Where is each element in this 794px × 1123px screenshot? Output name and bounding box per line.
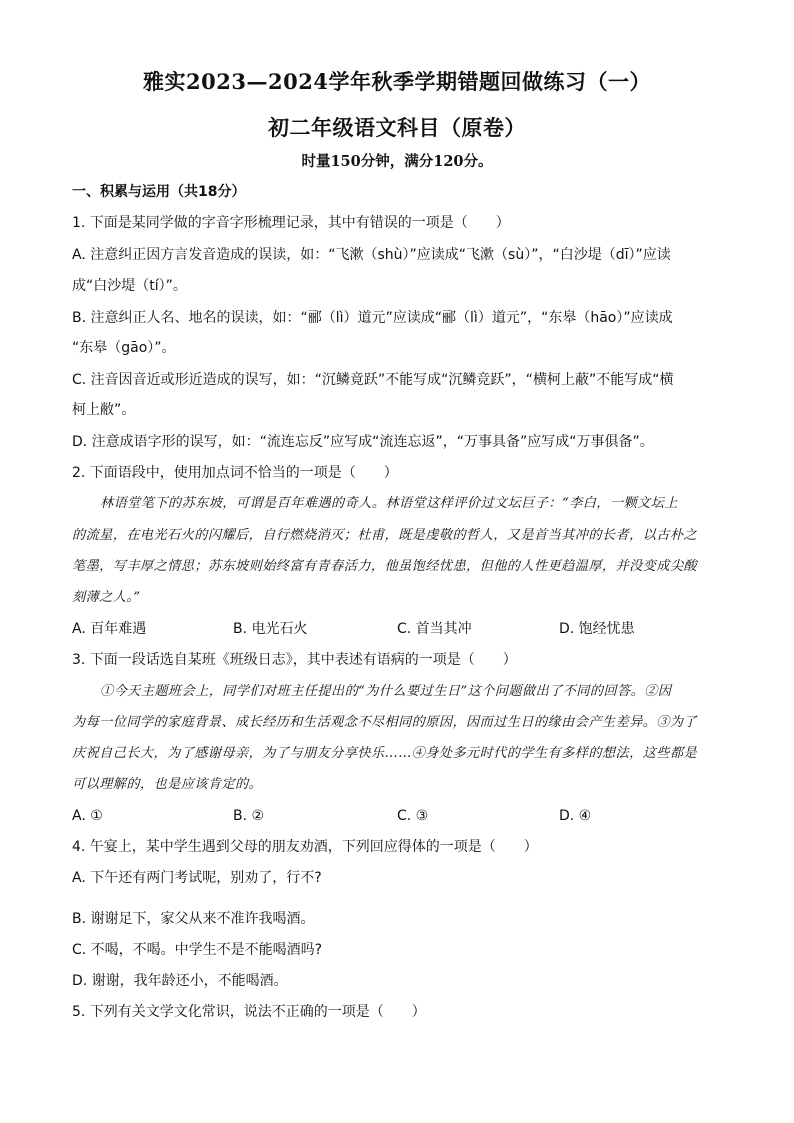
question-3-passage-line: 为每一位同学的家庭背景、成长经历和生活观念不尽相同的原因，因而过生日的缘由会产生差异。③为了 — [72, 715, 698, 730]
exam-info: 时量150分钟，满分120分。 — [301, 153, 493, 170]
question-4-stem: 4. 午宴上，某中学生遇到父母的朋友劝酒，下列回应得体的一项是（ ） — [72, 839, 538, 855]
question-2-option-d: D. 饱经忧患 — [559, 621, 635, 637]
question-1-option-c-cont: 柯上敝”。 — [72, 402, 136, 418]
document-subtitle: 初二年级语文科目（原卷） — [268, 115, 526, 140]
question-2-stem: 2. 下面语段中，使用加点词不恰当的一项是（ ） — [72, 465, 398, 481]
question-2-passage-line: 林语堂笔下的苏东坡，可谓是百年难遇的奇人。林语堂这样评价过文坛巨子：“李白，一颗文坛上 — [100, 496, 678, 511]
document-title: 雅实2023—2024学年秋季学期错题回做练习（一） — [143, 69, 651, 94]
question-1-option-c: C. 注音因音近或形近造成的误写，如：“沉鳞竟跃”不能写成“沉鳞竞跃”，“横柯上蔽”不能写成“横 — [72, 372, 674, 388]
question-2-option-b: B. 电光石火 — [233, 621, 308, 637]
question-2-passage-line: 笔墨，写丰厚之情思；苏东坡则始终富有青春活力，他虽饱经忧患，但他的人性更趋温厚，并没变成尖酸 — [72, 559, 698, 574]
question-4-option-b: B. 谢谢足下，家父从来不准许我喝酒。 — [72, 911, 315, 927]
question-4-option-c: C. 不喝，不喝。中学生不是不能喝酒吗? — [72, 942, 323, 958]
question-1-option-d: D. 注意成语字形的误写，如：“流连忘反”应写成“流连忘返”，“万事具备”应写成“万事俱备”。 — [72, 434, 654, 450]
question-3-passage-line: 庆祝自己长大，为了感谢母亲，为了与朋友分享快乐……④身处多元时代的学生有多样的想法，这些都是 — [72, 746, 698, 761]
question-3-stem: 3. 下面一段话选自某班《班级日志》，其中表述有语病的一项是（ ） — [72, 652, 517, 668]
question-1-stem: 1. 下面是某同学做的字音字形梳理记录，其中有错误的一项是（ ） — [72, 215, 510, 231]
question-1-option-a-cont: 成“白沙堤（tí）”。 — [72, 278, 187, 294]
question-3-option-d: D. ④ — [559, 808, 592, 824]
question-4-option-a: A. 下午还有两门考试呢，别劝了，行不? — [72, 870, 322, 886]
question-2-option-a: A. 百年难遇 — [72, 621, 147, 637]
section-heading: 一、积累与运用（共18分） — [72, 184, 246, 200]
question-2-passage-line: 的流星，在电光石火的闪耀后，自行燃烧消灭；杜甫，既是虔敬的哲人，又是首当其冲的长者，以古朴之 — [72, 528, 698, 543]
question-2-passage-line: 刻薄之人。” — [72, 590, 141, 605]
question-5-stem: 5. 下列有关文学文化常识，说法不正确的一项是（ ） — [72, 1004, 426, 1020]
question-1-option-a: A. 注意纠正因方言发音造成的误读，如：“飞漱（shù）”应读成“飞漱（sù）”，“白沙堤（dī）”应读 — [72, 247, 671, 263]
question-4-option-d: D. 谢谢，我年龄还小，不能喝酒。 — [72, 973, 288, 989]
question-1-option-b-cont: “东皋（gāo）”。 — [72, 340, 176, 356]
question-2-option-c: C. 首当其冲 — [397, 621, 472, 637]
question-3-option-b: B. ② — [233, 808, 265, 824]
question-1-option-b: B. 注意纠正人名、地名的误读，如：“郦（lì）道元”应读成“郦（lì）道元”，“东皋（hāo）”应读成 — [72, 310, 673, 326]
question-3-passage-line: 可以理解的，也是应该肯定的。 — [72, 777, 263, 792]
question-3-passage-line: ①今天主题班会上，同学们对班主任提出的“为什么要过生日”这个问题做出了不同的回答。②因 — [100, 684, 672, 699]
question-3-option-a: A. ① — [72, 808, 103, 824]
question-3-option-c: C. ③ — [397, 808, 429, 824]
